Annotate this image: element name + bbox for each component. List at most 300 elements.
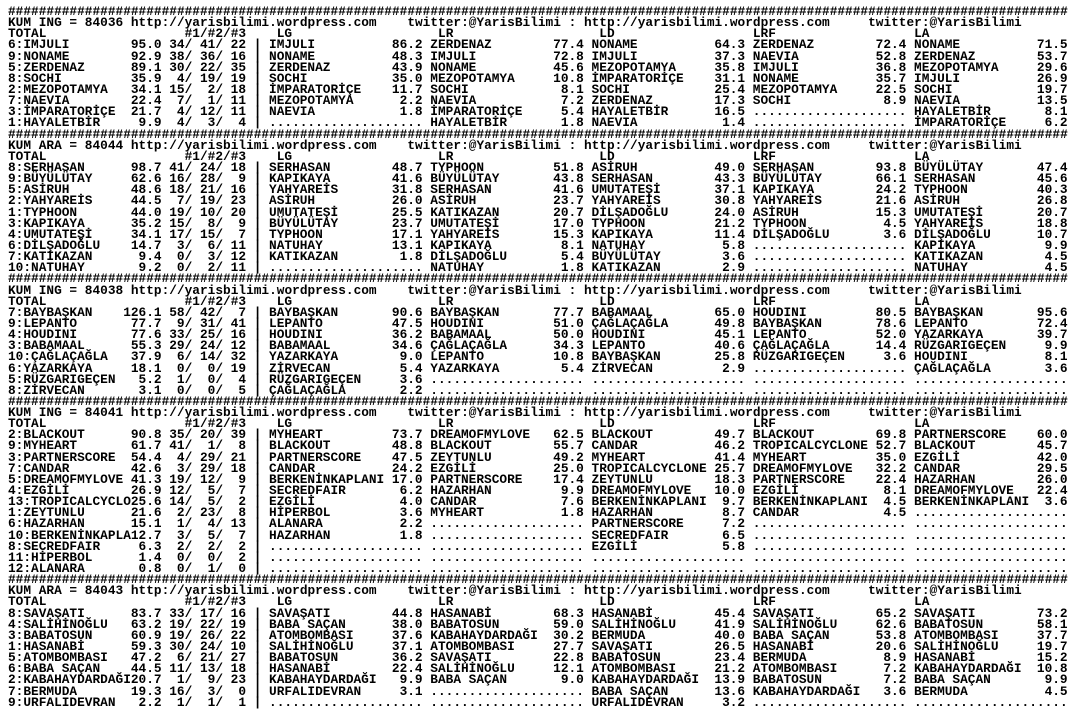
header-la: LA [914,26,930,42]
header-lrf: LRF [752,148,776,164]
ranking-value-lrf: 8.9 [883,93,907,109]
place-separator: / [215,159,223,175]
place-count: 15 [169,81,185,97]
place-count: 22 [230,37,247,53]
place-separator: / [184,371,193,387]
ranking-value-la: 9.9 [1044,237,1068,253]
place-separator: / [215,93,223,109]
website-link[interactable]: http://yarisbilimi.wordpress.com [130,15,377,31]
horse-entry: 5:ASİRUH [8,182,70,198]
horse-entry: 6:DİLŞADOĞLU [8,237,101,253]
total-score: 34.1 [130,81,162,97]
ranking-name-ld: ZEYTUNLU [591,471,653,487]
ranking-value-la: 72.4 [1036,315,1068,331]
ranking-value-lg: 36.2 [391,327,423,343]
ranking-name-ld: HASANABİ [591,605,653,621]
place-count: 0 [238,683,247,699]
horse-entry: 4:SALİHİNOĞLU [8,616,108,632]
column-divider: | [253,427,262,443]
horse-entry: 9:MYHEART [8,438,78,454]
ranking-name-lrf: YAHYAREİS [752,193,822,209]
place-separator: / [184,48,193,64]
header-la: LA [914,148,930,164]
place-count: 21 [199,182,216,198]
total-score: 3.1 [138,382,162,398]
place-count: 9 [207,672,216,688]
column-divider: | [253,193,262,209]
website-link[interactable]: http://yarisbilimi.wordpress.com [583,282,830,298]
ranking-value-lr: 27.7 [553,639,584,655]
ranking-value-la: 26.9 [1036,70,1068,86]
place-count: 5 [207,527,216,543]
ranking-name-lrf: BLACKOUT [752,427,815,443]
ranking-value-la: 40.3 [1036,182,1068,198]
ranking-name-lg: PARTNERSCORE [269,449,362,465]
ranking-value-lrf: 80.5 [875,304,907,320]
ranking-value-la: 29.6 [1036,59,1068,75]
ranking-value-ld: 13.9 [714,672,746,688]
place-count: 21 [230,449,247,465]
place-count: 20 [199,427,216,443]
total-score: 44.5 [130,661,162,677]
website-link[interactable]: http://yarisbilimi.wordpress.com [130,137,377,153]
header-lrf: LRF [752,26,776,42]
place-count: 2 [207,81,216,97]
ranking-value-la: 9.9 [1044,338,1068,354]
place-separator: / [215,538,223,554]
race-code: KUM ARA = 84044 [8,137,124,153]
ranking-name-lg: NONAME [269,48,316,64]
ranking-value-la: 37.7 [1036,627,1068,643]
empty-slot: .................... [430,518,584,530]
ranking-name-ld: BAYBAŞKAN [591,349,661,365]
horse-entry: 9:LEPANTO [8,315,78,331]
ranking-value-la: 45.6 [1036,171,1068,187]
ranking-value-lrf: 32.2 [875,460,907,476]
ranking-value-lr: 55.7 [553,438,584,454]
place-separator: / [184,104,193,120]
place-separator: / [215,427,223,443]
ranking-name-la: PARTNERSCORE [914,427,1007,443]
place-separator: / [184,81,193,97]
ranking-name-la: SERHASAN [914,171,976,187]
ranking-name-lr: NAEVIA [430,93,477,109]
ranking-name-la: YAHYAREİS [914,215,984,231]
place-separator: / [215,527,223,543]
column-divider: | [253,538,262,554]
total-score: 1.4 [138,549,162,565]
ranking-value-la: 13.5 [1036,93,1068,109]
ranking-name-ld: HAZARHAN [591,505,653,521]
ranking-value-lg: 31.8 [391,182,423,198]
ranking-name-lr: UMUTATEŞİ [430,215,500,231]
total-score: 54.4 [130,449,162,465]
total-score: 77.7 [130,315,162,331]
empty-slot: .................... [752,373,907,385]
ranking-value-lg: 24.2 [391,460,423,476]
ranking-value-la: 58.1 [1036,616,1068,632]
place-separator: / [184,605,193,621]
column-divider: | [253,639,262,655]
ranking-name-lg: UMUTATEŞİ [269,204,339,220]
horse-entry: 13:TROPICALCYCLO [8,494,131,510]
horse-entry: 3:KAPIKAYA [8,215,85,231]
ranking-value-ld: 23.4 [714,650,746,666]
rule-text: ########################################################################################################################################## [8,271,1068,287]
horse-entry: 4:UMUTATEŞİ [8,226,93,242]
ranking-value-lg: 90.6 [391,304,423,320]
place-separator: / [215,650,223,666]
ranking-name-la: DİLŞADOĞLU [914,226,991,242]
place-count: 3 [207,683,216,699]
horse-entry: 6:HAZARHAN [8,516,85,532]
ranking-value-lrf: 7.2 [883,672,907,688]
ranking-name-lg: RÜZGARIGEÇEN [269,371,362,387]
ranking-name-la: NATUHAY [914,260,968,276]
ranking-value-lg: 2.2 [399,516,423,532]
column-divider: | [253,694,262,710]
ranking-name-ld: KATIKAZAN [591,260,661,276]
place-separator: / [215,371,223,387]
ranking-value-ld: 30.8 [714,193,746,209]
place-count: 19 [230,70,247,86]
place-count: 1 [207,438,216,454]
ranking-name-la: CANDAR [914,460,961,476]
column-divider: | [253,70,262,86]
column-divider: | [253,182,262,198]
horse-entry: 9:NONAME [8,48,70,64]
website-link[interactable]: http://yarisbilimi.wordpress.com [583,583,830,599]
header-places: #1/#2/#3 [184,26,247,42]
column-divider: | [253,449,262,465]
rule-text: ########################################################################################################################################## [8,572,1068,588]
ranking-name-la: BERMUDA [914,683,968,699]
table-row [8,549,1077,565]
place-count: 19 [169,627,185,643]
total-score: 37.9 [130,349,162,365]
place-separator: / [184,59,193,75]
place-separator: / [215,260,223,276]
place-separator: / [184,516,193,532]
total-score: 5.2 [138,371,162,387]
ranking-value-ld: 37.3 [714,48,746,64]
total-score: 22.4 [130,93,162,109]
horse-entry: 8:SERHASAN [8,159,85,175]
ranking-name-lrf: SAVAŞATI [752,605,815,621]
place-separator: / [215,672,223,688]
ranking-value-lr: 10.8 [553,349,584,365]
place-separator: / [215,182,223,198]
ranking-value-lrf: 7.2 [883,661,907,677]
ranking-value-lr: 41.6 [553,182,584,198]
place-separator: / [184,237,193,253]
ranking-name-lg: SERHASAN [269,159,331,175]
place-count: 30 [169,639,185,655]
place-count: 27 [230,650,247,666]
header-lrf: LRF [752,416,776,432]
ranking-value-la: 73.2 [1036,605,1068,621]
ranking-name-lrf: MYHEART [752,449,807,465]
ranking-value-lr: 51.0 [553,315,584,331]
total-score: 126.1 [123,304,162,320]
website-link[interactable]: http://yarisbilimi.wordpress.com [583,405,830,421]
ranking-value-lrf: 15.3 [875,204,907,220]
place-count: 5 [238,382,247,398]
horse-entry: 1:HAYALETBİR [8,115,101,131]
ranking-value-lg: 3.6 [399,505,423,521]
empty-slot: .................... [591,373,746,385]
place-count: 7 [238,527,247,543]
place-separator: / [215,249,223,265]
place-count: 21 [199,650,216,666]
column-divider: | [253,237,262,253]
place-count: 11 [169,661,185,677]
ranking-value-lg: 47.5 [391,449,423,465]
horse-entry: 8:SOCHI [8,70,62,86]
horse-entry: 4:HOUDINI [8,327,78,343]
header-lr: LR [438,148,454,164]
ranking-name-lr: BÜYÜLÜTAY [430,171,500,187]
place-count: 12 [199,471,216,487]
ranking-value-lr: 77.7 [553,304,584,320]
place-count: 0 [176,249,185,265]
place-separator: / [184,538,193,554]
ranking-name-la: HAZARHAN [914,471,976,487]
ranking-value-lg: 41.6 [391,171,423,187]
ranking-name-ld: EZGİLİ [591,538,638,554]
empty-slot: .................... [914,563,1068,575]
place-count: 2 [238,494,247,510]
horse-entry: 3:BABATOSUN [8,627,93,643]
place-count: 3 [176,460,185,476]
horse-entry: 2:MEZOPOTAMYA [8,81,108,97]
ranking-name-la: RÜZGARIGEÇEN [914,338,1007,354]
ranking-name-lg: SECREDFAIR [269,483,346,499]
ranking-value-lrf: 78.6 [875,315,907,331]
place-count: 39 [230,427,247,443]
header-la: LA [914,293,930,309]
place-separator: / [215,204,223,220]
race-code: KUM ING = 84036 [8,15,124,31]
ranking-value-ld: 25.8 [714,349,746,365]
ranking-value-lr: 17.0 [553,215,584,231]
column-divider: | [253,505,262,521]
place-count: 1 [207,694,216,710]
place-count: 16 [169,171,185,187]
ranking-name-lg: BABAMAAL [269,338,331,354]
ranking-name-lg: IMJULI [269,37,316,53]
horse-entry: 10:NATUHAY [8,260,85,276]
ranking-name-lrf: ÇAĞLAÇAĞLA [752,338,830,354]
place-count: 19 [199,193,216,209]
total-score: 63.2 [130,616,162,632]
ranking-name-lrf: SALİHİNOĞLU [752,616,838,632]
ranking-name-ld: BABAMAAL [591,304,653,320]
empty-slot: .................... [914,540,1068,552]
place-count: 2 [207,260,216,276]
place-separator: / [215,360,223,376]
ranking-value-lrf: 66.1 [875,171,907,187]
ranking-name-la: KAPIKAYA [914,237,976,253]
website-link[interactable]: http://yarisbilimi.wordpress.com [130,282,377,298]
place-count: 22 [199,616,216,632]
total-score: 9.9 [138,115,162,131]
horse-entry: 7:KATIKAZAN [8,249,93,265]
place-count: 10 [230,639,247,655]
place-count: 19 [230,360,247,376]
website-link[interactable]: http://yarisbilimi.wordpress.com [130,405,377,421]
ranking-name-lr: SOCHI [430,81,469,97]
ranking-name-ld: DİLŞADOĞLU [591,204,669,220]
rule-text: ########################################################################################################################################## [8,393,1068,409]
place-separator: / [215,70,223,86]
twitter-handle: twitter:@YarisBilimi [868,583,1022,599]
header-la: LA [914,594,930,610]
website-link[interactable]: http://yarisbilimi.wordpress.com [130,583,377,599]
website-link[interactable]: http://yarisbilimi.wordpress.com [583,137,830,153]
ranking-value-la: 6.2 [1044,115,1068,131]
horse-entry: 7:NAEVIA [8,93,70,109]
table-row [8,360,1077,376]
ranking-name-lrf: KAPIKAYA [752,182,815,198]
ranking-name-lrf: ASİRUH [752,204,799,220]
ranking-value-lg: 22.4 [391,661,423,677]
ranking-value-lr: 68.3 [553,605,584,621]
ranking-name-ld: MYHEART [591,449,646,465]
ranking-name-lg: KATIKAZAN [269,249,339,265]
place-count: 41 [169,159,185,175]
ranking-value-ld: 7.2 [722,516,746,532]
place-count: 12 [230,338,247,354]
ranking-name-lg: MEZOPOTAMYA [269,93,354,109]
place-count: 4 [176,115,185,131]
ranking-name-ld: HAYALETBİR [591,104,669,120]
ranking-name-la: NONAME [914,37,961,53]
ranking-value-lg: 17.1 [391,226,423,242]
column-divider: | [253,315,262,331]
empty-slot: .................... [430,540,584,552]
place-separator: / [215,616,223,632]
header-ld: LD [599,26,615,42]
ranking-name-lr: SAVAŞATI [430,650,492,666]
place-separator: / [184,193,193,209]
ranking-value-lrf: 4.5 [883,494,907,510]
place-count: 12 [230,249,247,265]
header-lr: LR [438,26,454,42]
ranking-name-lr: HAYALETBİR [430,115,508,131]
ranking-value-la: 4.5 [1044,249,1068,265]
ranking-value-lg: 26.0 [391,193,423,209]
place-count: 23 [199,505,216,521]
place-count: 6 [176,349,185,365]
place-separator: / [184,260,193,276]
ranking-value-lr: 77.4 [553,37,584,53]
ranking-name-lrf: DİLŞADOĞLU [752,226,830,242]
place-separator: / [215,639,223,655]
ranking-name-la: UMUTATEŞİ [914,204,984,220]
place-separator: / [215,561,223,577]
ranking-value-ld: 45.4 [714,605,746,621]
total-score: 9.2 [138,260,162,276]
place-separator: / [215,338,223,354]
place-count: 18 [230,81,247,97]
ranking-value-la: 19.7 [1036,81,1068,97]
ranking-name-ld: KABAHAYDARDAĞI [591,672,700,688]
total-score: 35.9 [130,70,162,86]
horse-entry: 2:YAHYAREİS [8,193,93,209]
horse-entry: 1:HASANABİ [8,639,85,655]
horse-entry: 10:BERKENİNKAPLA [8,527,131,543]
ranking-name-lr: SERHASAN [430,182,492,198]
ranking-value-lg: 11.7 [391,81,423,97]
place-count: 8 [238,505,247,521]
ranking-value-la: 4.5 [1044,260,1068,276]
ranking-value-lg: 13.1 [391,237,423,253]
column-divider: | [253,37,262,53]
ranking-name-ld: BÜYÜLÜTAY [591,249,661,265]
horse-entry: 9:BÜYÜLÜTAY [8,171,93,187]
ranking-value-la: 95.6 [1036,304,1068,320]
ranking-value-ld: 1.4 [722,115,746,131]
ranking-name-ld: ATOMBOMBASI [591,661,677,677]
ranking-name-ld: SOCHI [591,81,630,97]
ranking-name-lr: KAPIKAYA [430,237,492,253]
twitter-handle: twitter:@YarisBilimi [407,583,561,599]
place-separator: / [215,48,223,64]
place-separator: / [184,349,193,365]
place-separator: / [215,81,223,97]
ranking-value-lr: 1.8 [560,505,584,521]
ranking-value-lr: 30.2 [553,627,584,643]
ranking-name-la: HOUDINI [914,349,968,365]
ranking-name-lr: İMPARATORİÇE [430,104,523,120]
place-count: 19 [169,204,185,220]
ranking-value-lrf: 8.9 [883,650,907,666]
place-count: 5 [207,494,216,510]
place-count: 13 [199,661,216,677]
place-separator: / [184,182,193,198]
website-link[interactable]: http://yarisbilimi.wordpress.com [583,15,830,31]
header-lg: LG [276,594,293,610]
ranking-name-ld: ZERDENAZ [591,93,653,109]
ranking-value-lg: 1.8 [399,104,423,120]
place-count: 3 [176,527,185,543]
place-count: 41 [230,315,247,331]
place-count: 7 [238,304,247,320]
ranking-name-la: MEZOPOTAMYA [914,59,999,75]
ranking-name-ld: BERMUDA [591,627,646,643]
horse-entry: 6:YAZARKAYA [8,360,93,376]
total-score: 34.1 [130,226,162,242]
place-separator: / [184,549,193,565]
ranking-name-lg: KABAHAYDARDAĞI [269,672,377,688]
ranking-name-lr: HOUDINI [430,315,485,331]
place-count: 1 [176,371,185,387]
place-count: 11 [230,237,247,253]
place-count: 25 [199,327,216,343]
ranking-name-ld: BABA SAÇAN [591,683,669,699]
ranking-name-lg: BERKENİNKAPLANI [269,471,385,487]
ranking-value-la: 42.0 [1036,449,1068,465]
ranking-name-lrf: ZERDENAZ [752,37,815,53]
header-places: #1/#2/#3 [184,416,247,432]
place-count: 9 [176,315,185,331]
place-separator: / [215,304,223,320]
place-count: 22 [230,627,247,643]
empty-slot: .................... [752,518,907,530]
ranking-value-lr: 12.1 [553,661,584,677]
header-lg: LG [276,148,293,164]
